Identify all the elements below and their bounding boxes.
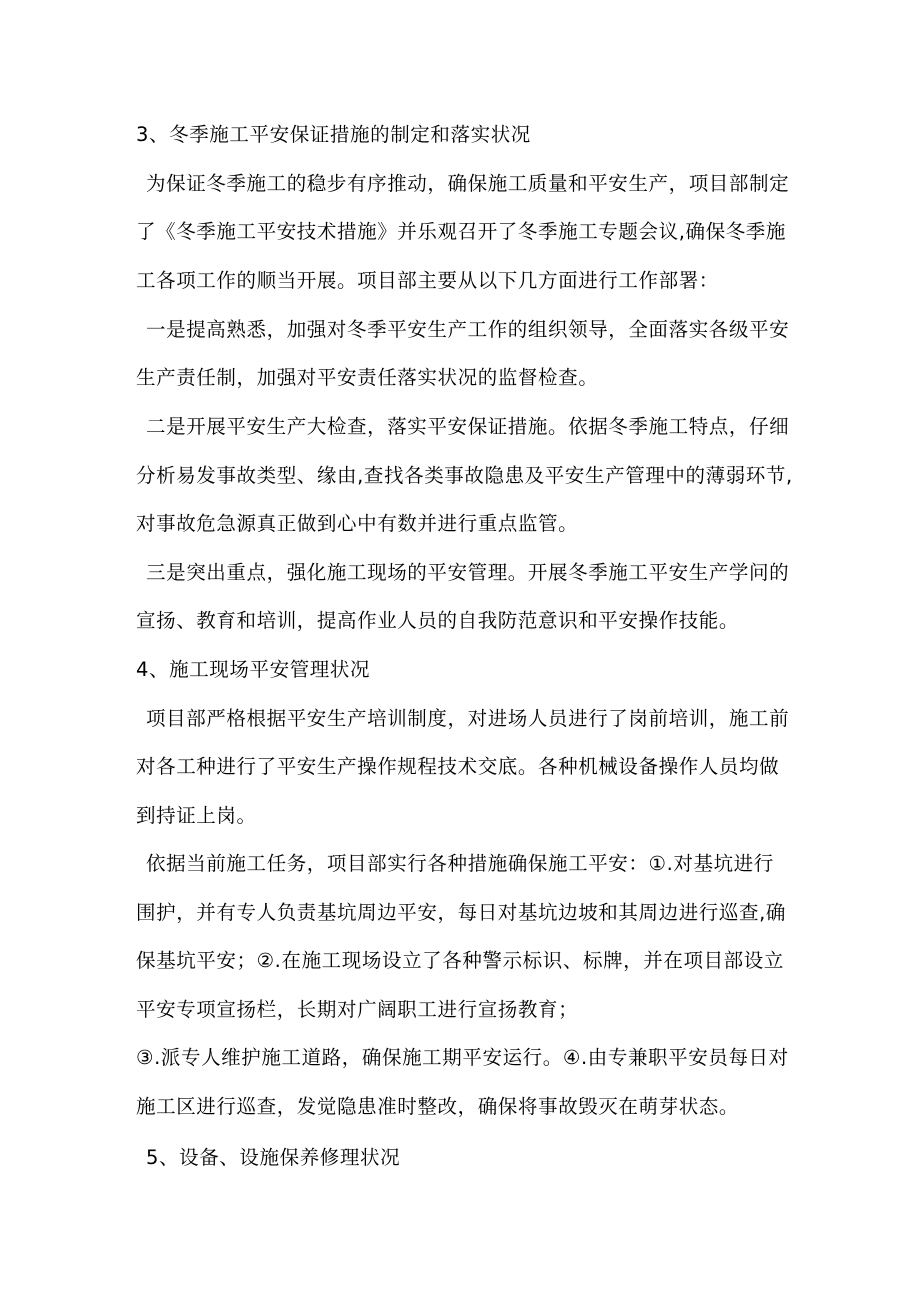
section-heading-5: 5、设备、设施保养修理状况 [146,1146,401,1169]
paragraph-line: 平安专项宣扬栏，长期对广阔职工进行宣扬教育； [136,998,579,1021]
paragraph-line: 宣扬、教育和培训，提高作业人员的自我防范意识和平安操作技能。 [136,609,740,632]
paragraph-line: 依据当前施工任务，项目部实行各种措施确保施工平安：①.对基坑进行 [146,852,774,875]
section-heading-3: 3、冬季施工平安保证措施的制定和落实状况 [136,123,531,146]
section-heading-4: 4、施工现场平安管理状况 [136,658,371,681]
paragraph-line: 为保证冬季施工的稳步有序推动，确保施工质量和平安生产，项目部制定 [146,172,790,195]
paragraph-line: 对各工种进行了平安生产操作规程技术交底。各种机械设备操作人员均做 [136,755,780,778]
paragraph-line: 了《冬季施工平安技术措施》并乐观召开了冬季施工专题会议,确保冬季施 [136,220,786,243]
paragraph-line: 施工区进行巡查，发觉隐患准时整改，确保将事故毁灭在萌芽状态。 [136,1095,740,1118]
paragraph-line: 保基坑平安；②.在施工现场设立了各种警示标识、标牌，并在项目部设立 [136,949,784,972]
paragraph-line: 分析易发事故类型、缘由,查找各类事故隐患及平安生产管理中的薄弱环节, [136,464,793,487]
paragraph-line: 项目部严格根据平安生产培训制度，对进场人员进行了岗前培训，施工前 [146,707,790,730]
paragraph-line: 三是突出重点，强化施工现场的平安管理。开展冬季施工平安生产学问的 [146,561,790,584]
paragraph-line: 二是开展平安生产大检查，落实平安保证措施。依据冬季施工特点，仔细 [146,415,790,438]
paragraph-line: 到持证上岗。 [136,804,257,827]
paragraph-line: 工各项工作的顺当开展。项目部主要从以下几方面进行工作部署： [136,269,719,292]
paragraph-line: 围护，并有专人负责基坑周边平安，每日对基坑边坡和其周边进行巡查,确 [136,901,786,924]
paragraph-line: 生产责任制，加强对平安责任落实状况的监督检查。 [136,366,599,389]
paragraph-line: 一是提高熟悉，加强对冬季平安生产工作的组织领导，全面落实各级平安 [146,318,790,341]
paragraph-line: 对事故危急源真正做到心中有数并进行重点监管。 [136,512,579,535]
paragraph-line: ③.派专人维护施工道路，确保施工期平安运行。④.由专兼职平安员每日对 [136,1046,789,1069]
